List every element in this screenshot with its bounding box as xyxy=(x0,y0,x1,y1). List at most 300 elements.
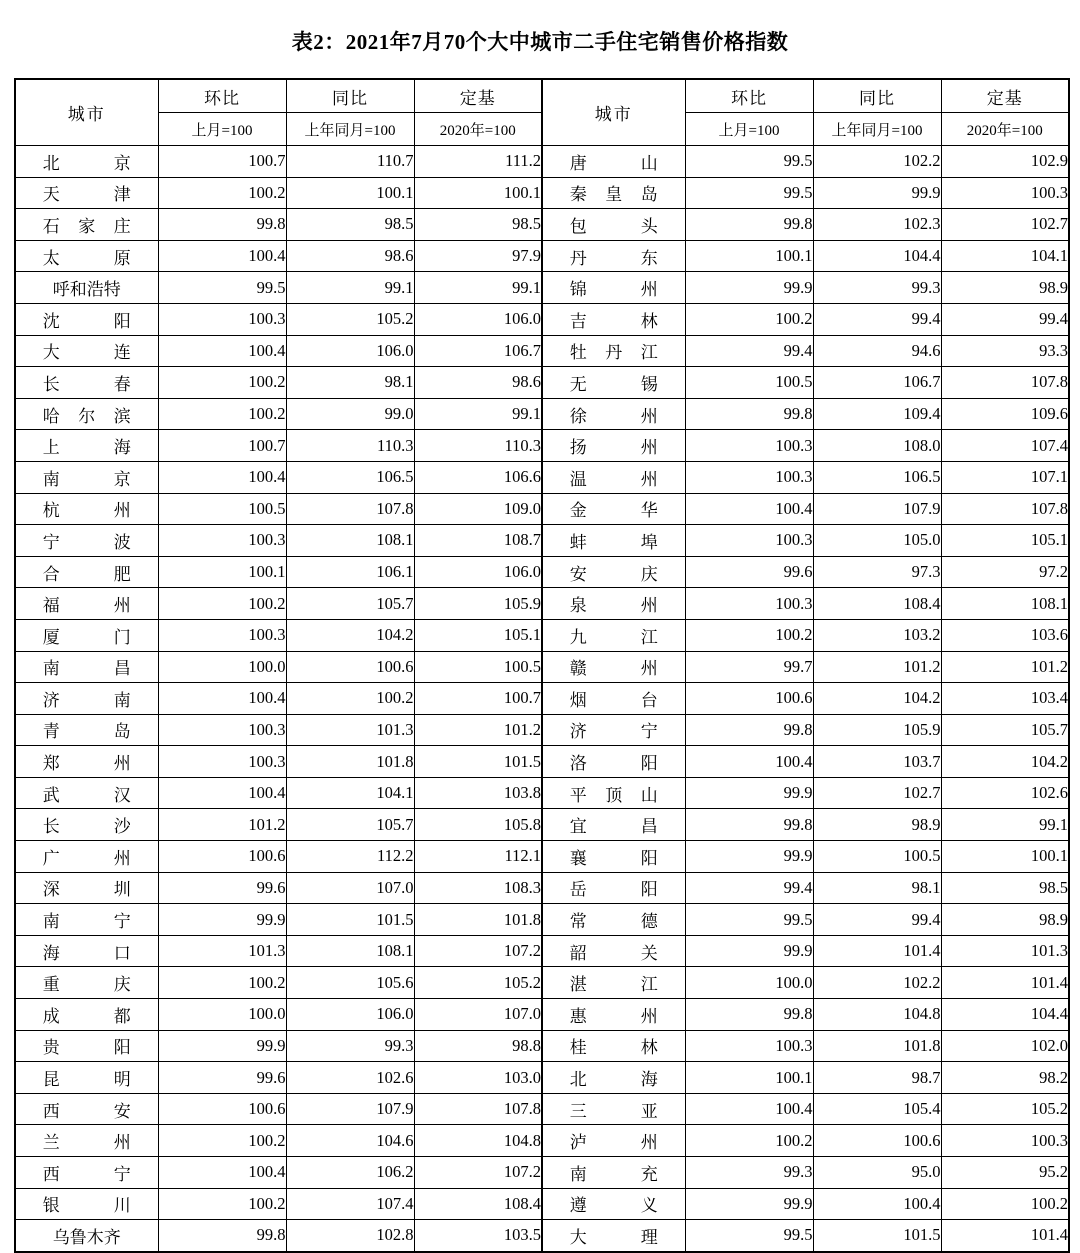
header-group-yoy-left: 同比 xyxy=(286,79,414,113)
index-value: 101.8 xyxy=(813,1030,941,1062)
table-row xyxy=(15,777,1069,809)
index-value: 101.8 xyxy=(414,904,542,936)
index-value: 100.3 xyxy=(685,525,813,557)
table-row xyxy=(15,683,1069,715)
index-value: 100.5 xyxy=(158,493,286,525)
table-row xyxy=(15,493,1069,525)
index-value: 107.0 xyxy=(286,872,414,904)
city-name: 岳阳 xyxy=(542,872,685,904)
index-value: 104.8 xyxy=(414,1125,542,1157)
index-value: 101.2 xyxy=(414,714,542,746)
index-value: 101.3 xyxy=(158,935,286,967)
index-value: 99.4 xyxy=(813,904,941,936)
index-value: 103.8 xyxy=(414,777,542,809)
table-row xyxy=(15,967,1069,999)
index-value: 100.4 xyxy=(158,335,286,367)
city-name: 唐山 xyxy=(542,146,685,178)
index-value: 102.2 xyxy=(813,967,941,999)
city-name: 宁波 xyxy=(15,525,158,557)
index-value: 100.3 xyxy=(158,619,286,651)
table-row xyxy=(15,556,1069,588)
index-value: 98.5 xyxy=(941,872,1069,904)
table-row xyxy=(15,272,1069,304)
index-value: 100.7 xyxy=(414,683,542,715)
index-value: 100.2 xyxy=(685,303,813,335)
index-value: 105.4 xyxy=(813,1093,941,1125)
index-value: 98.1 xyxy=(813,872,941,904)
index-value: 101.2 xyxy=(158,809,286,841)
index-value: 100.6 xyxy=(286,651,414,683)
index-value: 105.7 xyxy=(286,588,414,620)
index-value: 100.3 xyxy=(158,525,286,557)
index-value: 98.6 xyxy=(414,367,542,399)
index-value: 100.4 xyxy=(685,746,813,778)
index-value: 98.9 xyxy=(941,272,1069,304)
index-value: 106.5 xyxy=(813,461,941,493)
header-sub-yoy-left: 上年同月=100 xyxy=(286,113,414,146)
city-name: 济南 xyxy=(15,683,158,715)
city-name: 泉州 xyxy=(542,588,685,620)
index-value: 101.4 xyxy=(813,935,941,967)
index-value: 101.5 xyxy=(286,904,414,936)
page-title: 表2：2021年7月70个大中城市二手住宅销售价格指数 xyxy=(291,30,789,54)
index-value: 98.1 xyxy=(286,367,414,399)
index-value: 98.9 xyxy=(813,809,941,841)
city-name: 平顶山 xyxy=(542,777,685,809)
index-value: 94.6 xyxy=(813,335,941,367)
index-value: 107.4 xyxy=(941,430,1069,462)
index-value: 99.4 xyxy=(685,335,813,367)
index-value: 106.5 xyxy=(286,461,414,493)
table-row xyxy=(15,588,1069,620)
index-value: 112.1 xyxy=(414,841,542,873)
table-row xyxy=(15,1093,1069,1125)
index-value: 100.5 xyxy=(813,841,941,873)
index-value: 98.6 xyxy=(286,240,414,272)
index-value: 105.1 xyxy=(941,525,1069,557)
index-value: 104.4 xyxy=(941,999,1069,1031)
city-name: 桂林 xyxy=(542,1030,685,1062)
city-name: 长春 xyxy=(15,367,158,399)
index-value: 99.9 xyxy=(685,841,813,873)
index-value: 100.3 xyxy=(685,1030,813,1062)
city-name: 太原 xyxy=(15,240,158,272)
city-name: 厦门 xyxy=(15,619,158,651)
index-value: 101.4 xyxy=(941,1220,1069,1252)
index-value: 103.5 xyxy=(414,1220,542,1252)
index-value: 107.1 xyxy=(941,461,1069,493)
header-group-base-left: 定基 xyxy=(414,79,542,113)
index-value: 100.7 xyxy=(158,146,286,178)
index-value: 100.1 xyxy=(685,1062,813,1094)
header-sub-mom-right: 上月=100 xyxy=(685,113,813,146)
city-name: 安庆 xyxy=(542,556,685,588)
table-row xyxy=(15,1188,1069,1220)
index-value: 99.8 xyxy=(685,809,813,841)
index-value: 99.6 xyxy=(158,1062,286,1094)
city-name: 洛阳 xyxy=(542,746,685,778)
index-value: 100.1 xyxy=(414,177,542,209)
index-value: 100.1 xyxy=(941,841,1069,873)
index-value: 97.2 xyxy=(941,556,1069,588)
city-name: 沈阳 xyxy=(15,303,158,335)
index-value: 98.9 xyxy=(941,904,1069,936)
table-row xyxy=(15,209,1069,241)
index-value: 100.3 xyxy=(941,1125,1069,1157)
index-value: 100.2 xyxy=(941,1188,1069,1220)
header-group-mom-right: 环比 xyxy=(685,79,813,113)
city-name: 郑州 xyxy=(15,746,158,778)
index-value: 110.7 xyxy=(286,146,414,178)
index-value: 107.8 xyxy=(286,493,414,525)
table-row xyxy=(15,1030,1069,1062)
index-value: 99.1 xyxy=(286,272,414,304)
index-value: 105.2 xyxy=(286,303,414,335)
index-value: 108.0 xyxy=(813,430,941,462)
index-value: 105.1 xyxy=(414,619,542,651)
index-value: 100.2 xyxy=(158,177,286,209)
index-value: 100.7 xyxy=(158,430,286,462)
index-value: 106.1 xyxy=(286,556,414,588)
index-value: 100.2 xyxy=(158,1188,286,1220)
index-value: 100.3 xyxy=(158,746,286,778)
index-value: 97.9 xyxy=(414,240,542,272)
index-value: 102.6 xyxy=(941,777,1069,809)
index-value: 100.4 xyxy=(158,777,286,809)
index-value: 112.2 xyxy=(286,841,414,873)
index-value: 108.1 xyxy=(286,525,414,557)
index-value: 100.2 xyxy=(685,619,813,651)
index-value: 107.2 xyxy=(414,1157,542,1189)
index-value: 101.4 xyxy=(941,967,1069,999)
index-value: 104.2 xyxy=(813,683,941,715)
index-value: 108.4 xyxy=(414,1188,542,1220)
index-value: 99.4 xyxy=(813,303,941,335)
index-value: 105.9 xyxy=(813,714,941,746)
table-row xyxy=(15,177,1069,209)
city-name: 蚌埠 xyxy=(542,525,685,557)
index-value: 99.0 xyxy=(286,398,414,430)
index-value: 100.0 xyxy=(158,999,286,1031)
table-row xyxy=(15,809,1069,841)
index-value: 105.7 xyxy=(941,714,1069,746)
header-group-yoy-right: 同比 xyxy=(813,79,941,113)
index-value: 106.6 xyxy=(414,461,542,493)
index-value: 107.0 xyxy=(414,999,542,1031)
index-value: 98.7 xyxy=(813,1062,941,1094)
city-name: 北京 xyxy=(15,146,158,178)
city-name: 呼和浩特 xyxy=(15,272,158,304)
index-value: 100.6 xyxy=(685,683,813,715)
city-name: 三亚 xyxy=(542,1093,685,1125)
index-value: 103.4 xyxy=(941,683,1069,715)
index-value: 99.4 xyxy=(685,872,813,904)
city-name: 西安 xyxy=(15,1093,158,1125)
table-row xyxy=(15,841,1069,873)
index-value: 101.2 xyxy=(941,651,1069,683)
index-value: 99.6 xyxy=(158,872,286,904)
index-value: 102.8 xyxy=(286,1220,414,1252)
city-name: 成都 xyxy=(15,999,158,1031)
price-index-table xyxy=(14,78,1070,1253)
index-value: 99.8 xyxy=(685,714,813,746)
index-value: 100.4 xyxy=(813,1188,941,1220)
index-value: 102.2 xyxy=(813,146,941,178)
index-value: 100.4 xyxy=(158,683,286,715)
header-group-mom-left: 环比 xyxy=(158,79,286,113)
index-value: 99.9 xyxy=(158,904,286,936)
index-value: 100.2 xyxy=(286,683,414,715)
index-value: 100.3 xyxy=(685,461,813,493)
index-value: 100.3 xyxy=(158,714,286,746)
index-value: 103.2 xyxy=(813,619,941,651)
table-row xyxy=(15,1062,1069,1094)
index-value: 105.8 xyxy=(414,809,542,841)
table-row xyxy=(15,303,1069,335)
table-row xyxy=(15,714,1069,746)
city-name: 南昌 xyxy=(15,651,158,683)
table-row xyxy=(15,1157,1069,1189)
index-value: 100.1 xyxy=(685,240,813,272)
index-value: 99.8 xyxy=(158,1220,286,1252)
table-row xyxy=(15,651,1069,683)
table-row xyxy=(15,1125,1069,1157)
index-value: 99.8 xyxy=(685,999,813,1031)
index-value: 100.2 xyxy=(158,398,286,430)
index-value: 99.9 xyxy=(685,777,813,809)
table-body xyxy=(15,146,1069,1252)
city-name: 大连 xyxy=(15,335,158,367)
city-name: 贵阳 xyxy=(15,1030,158,1062)
header-sub-yoy-right: 上年同月=100 xyxy=(813,113,941,146)
city-name: 广州 xyxy=(15,841,158,873)
index-value: 100.3 xyxy=(941,177,1069,209)
index-value: 99.5 xyxy=(685,177,813,209)
table-header xyxy=(15,79,1069,146)
index-value: 100.0 xyxy=(685,967,813,999)
index-value: 110.3 xyxy=(414,430,542,462)
table-row xyxy=(15,999,1069,1031)
index-value: 107.8 xyxy=(941,367,1069,399)
index-value: 102.7 xyxy=(813,777,941,809)
index-value: 104.2 xyxy=(286,619,414,651)
index-value: 108.7 xyxy=(414,525,542,557)
index-value: 108.3 xyxy=(414,872,542,904)
city-name: 泸州 xyxy=(542,1125,685,1157)
city-name: 兰州 xyxy=(15,1125,158,1157)
header-sub-mom-left: 上月=100 xyxy=(158,113,286,146)
index-value: 99.5 xyxy=(685,1220,813,1252)
index-value: 107.8 xyxy=(414,1093,542,1125)
index-value: 99.4 xyxy=(941,303,1069,335)
index-value: 100.2 xyxy=(158,367,286,399)
index-value: 98.5 xyxy=(286,209,414,241)
index-value: 104.8 xyxy=(813,999,941,1031)
city-name: 重庆 xyxy=(15,967,158,999)
city-name: 秦皇岛 xyxy=(542,177,685,209)
index-value: 98.8 xyxy=(414,1030,542,1062)
index-value: 99.5 xyxy=(158,272,286,304)
index-value: 104.4 xyxy=(813,240,941,272)
index-value: 111.2 xyxy=(414,146,542,178)
index-value: 100.6 xyxy=(158,1093,286,1125)
index-value: 101.8 xyxy=(286,746,414,778)
city-name: 韶关 xyxy=(542,935,685,967)
index-value: 103.7 xyxy=(813,746,941,778)
index-value: 109.0 xyxy=(414,493,542,525)
index-value: 95.0 xyxy=(813,1157,941,1189)
city-name: 温州 xyxy=(542,461,685,493)
index-value: 106.7 xyxy=(414,335,542,367)
header-sub-base-right: 2020年=100 xyxy=(941,113,1069,146)
index-value: 107.9 xyxy=(813,493,941,525)
index-value: 101.3 xyxy=(941,935,1069,967)
city-name: 石家庄 xyxy=(15,209,158,241)
table-row xyxy=(15,935,1069,967)
index-value: 107.4 xyxy=(286,1188,414,1220)
index-value: 105.2 xyxy=(941,1093,1069,1125)
index-value: 100.4 xyxy=(158,1157,286,1189)
index-value: 105.9 xyxy=(414,588,542,620)
index-value: 101.2 xyxy=(813,651,941,683)
table-row xyxy=(15,746,1069,778)
index-value: 99.8 xyxy=(685,398,813,430)
index-value: 102.9 xyxy=(941,146,1069,178)
index-value: 106.7 xyxy=(813,367,941,399)
city-name: 合肥 xyxy=(15,556,158,588)
table-row xyxy=(15,525,1069,557)
index-value: 100.4 xyxy=(158,461,286,493)
index-value: 104.6 xyxy=(286,1125,414,1157)
index-value: 104.1 xyxy=(941,240,1069,272)
index-value: 99.9 xyxy=(685,272,813,304)
index-value: 99.9 xyxy=(813,177,941,209)
city-name: 深圳 xyxy=(15,872,158,904)
index-value: 99.8 xyxy=(685,209,813,241)
index-value: 100.3 xyxy=(685,588,813,620)
city-name: 南充 xyxy=(542,1157,685,1189)
city-name: 牡丹江 xyxy=(542,335,685,367)
index-value: 108.4 xyxy=(813,588,941,620)
index-value: 100.1 xyxy=(286,177,414,209)
city-name: 银川 xyxy=(15,1188,158,1220)
city-name: 海口 xyxy=(15,935,158,967)
city-name: 襄阳 xyxy=(542,841,685,873)
index-value: 101.3 xyxy=(286,714,414,746)
table-row xyxy=(15,146,1069,178)
index-value: 102.3 xyxy=(813,209,941,241)
table-row xyxy=(15,1220,1069,1252)
city-name: 扬州 xyxy=(542,430,685,462)
index-value: 100.2 xyxy=(158,588,286,620)
city-name: 长沙 xyxy=(15,809,158,841)
city-name: 九江 xyxy=(542,619,685,651)
index-value: 99.5 xyxy=(685,146,813,178)
index-value: 98.5 xyxy=(414,209,542,241)
city-name: 锦州 xyxy=(542,272,685,304)
index-value: 100.5 xyxy=(414,651,542,683)
city-name: 赣州 xyxy=(542,651,685,683)
header-city-left: 城市 xyxy=(15,79,158,146)
index-value: 99.8 xyxy=(158,209,286,241)
index-value: 99.9 xyxy=(685,1188,813,1220)
index-value: 106.2 xyxy=(286,1157,414,1189)
table-row xyxy=(15,240,1069,272)
index-value: 107.2 xyxy=(414,935,542,967)
index-value: 101.5 xyxy=(414,746,542,778)
index-value: 102.7 xyxy=(941,209,1069,241)
city-name: 天津 xyxy=(15,177,158,209)
index-value: 99.3 xyxy=(685,1157,813,1189)
index-value: 99.6 xyxy=(685,556,813,588)
city-name: 杭州 xyxy=(15,493,158,525)
index-value: 100.4 xyxy=(158,240,286,272)
index-value: 108.1 xyxy=(286,935,414,967)
index-value: 100.3 xyxy=(158,303,286,335)
index-value: 99.1 xyxy=(414,398,542,430)
index-value: 99.1 xyxy=(414,272,542,304)
city-name: 昆明 xyxy=(15,1062,158,1094)
index-value: 105.6 xyxy=(286,967,414,999)
index-value: 109.6 xyxy=(941,398,1069,430)
city-name: 湛江 xyxy=(542,967,685,999)
index-value: 100.2 xyxy=(685,1125,813,1157)
index-value: 109.4 xyxy=(813,398,941,430)
city-name: 惠州 xyxy=(542,999,685,1031)
index-value: 100.4 xyxy=(685,1093,813,1125)
city-name: 金华 xyxy=(542,493,685,525)
table-row xyxy=(15,619,1069,651)
city-name: 上海 xyxy=(15,430,158,462)
index-value: 105.2 xyxy=(414,967,542,999)
index-value: 103.0 xyxy=(414,1062,542,1094)
index-value: 99.9 xyxy=(685,935,813,967)
city-name: 烟台 xyxy=(542,683,685,715)
index-value: 100.5 xyxy=(685,367,813,399)
index-value: 106.0 xyxy=(414,556,542,588)
index-value: 97.3 xyxy=(813,556,941,588)
index-value: 100.2 xyxy=(158,967,286,999)
index-value: 110.3 xyxy=(286,430,414,462)
index-value: 100.2 xyxy=(158,1125,286,1157)
city-name: 武汉 xyxy=(15,777,158,809)
index-value: 95.2 xyxy=(941,1157,1069,1189)
index-value: 106.0 xyxy=(414,303,542,335)
city-name: 遵义 xyxy=(542,1188,685,1220)
index-value: 99.3 xyxy=(813,272,941,304)
index-value: 100.0 xyxy=(158,651,286,683)
index-value: 101.5 xyxy=(813,1220,941,1252)
index-value: 99.5 xyxy=(685,904,813,936)
city-name: 常德 xyxy=(542,904,685,936)
city-name: 无锡 xyxy=(542,367,685,399)
index-value: 106.0 xyxy=(286,999,414,1031)
index-value: 102.6 xyxy=(286,1062,414,1094)
index-value: 93.3 xyxy=(941,335,1069,367)
city-name: 丹东 xyxy=(542,240,685,272)
index-value: 108.1 xyxy=(941,588,1069,620)
header-sub-base-left: 2020年=100 xyxy=(414,113,542,146)
city-name: 包头 xyxy=(542,209,685,241)
index-value: 100.4 xyxy=(685,493,813,525)
city-name: 吉林 xyxy=(542,303,685,335)
city-name: 哈尔滨 xyxy=(15,398,158,430)
table-row xyxy=(15,367,1069,399)
index-value: 100.6 xyxy=(813,1125,941,1157)
index-value: 106.0 xyxy=(286,335,414,367)
index-value: 99.9 xyxy=(158,1030,286,1062)
index-value: 99.1 xyxy=(941,809,1069,841)
